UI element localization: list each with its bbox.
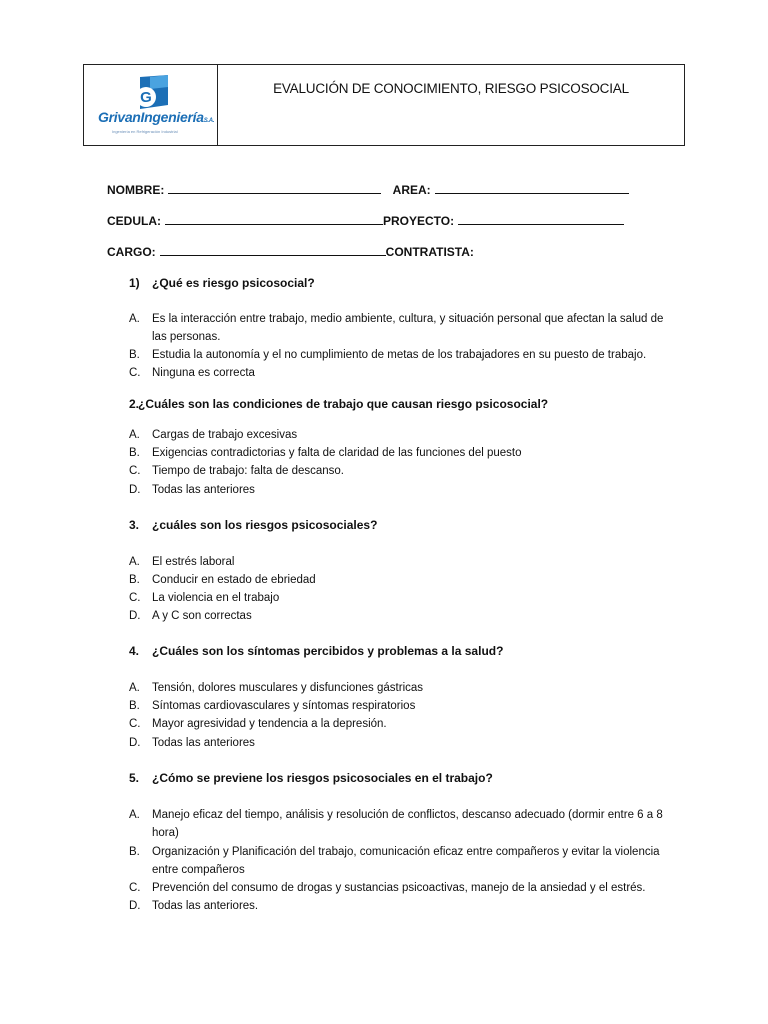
cargo-label: CARGO: xyxy=(107,245,156,259)
field-row-cargo-contratista xyxy=(107,244,474,259)
option-text: Organización y Planificación del trabajo, comunicación eficaz entre compañeros y evitar la violencia entre compañeros xyxy=(152,846,660,876)
option-letter: A. xyxy=(129,809,140,821)
nombre-label: NOMBRE: xyxy=(107,183,165,197)
question-number: 3. xyxy=(129,518,140,532)
option-text: Manejo eficaz del tiempo, análisis y resolución de conflictos, descanso adecuado (dormir entre 6 a 8 hora) xyxy=(152,809,663,839)
logo-name-text: GrivanIngeniería xyxy=(98,109,204,125)
question-text: ¿Qué es riesgo psicosocial? xyxy=(152,276,315,290)
svg-text:G: G xyxy=(140,89,152,106)
option-text: Prevención del consumo de drogas y sustancias psicoactivas, manejo de la ansiedad y el estrés. xyxy=(152,882,646,894)
header-table xyxy=(83,64,685,146)
option-letter: D. xyxy=(129,737,141,749)
cargo-blank[interactable] xyxy=(160,244,386,256)
question-text: ¿Cuáles son las condiciones de trabajo que causan riesgo psicosocial? xyxy=(138,397,549,411)
question-number: 1) xyxy=(129,276,140,290)
document-title: EVALUCIÓN DE CONOCIMIENTO, RIESGO PSICOSOCIAL xyxy=(273,81,629,96)
option-text: Todas las anteriores. xyxy=(152,900,259,912)
option-text: Cargas de trabajo excesivas xyxy=(152,429,298,441)
question-text: ¿cuáles son los riesgos psicosociales? xyxy=(152,518,378,532)
option-letter: A. xyxy=(129,429,140,441)
option-letter: B. xyxy=(129,700,140,712)
option-letter: C. xyxy=(129,882,141,894)
cedula-blank[interactable] xyxy=(165,213,383,225)
logo-wordmark xyxy=(98,109,214,125)
option-text: Es la interacción entre trabajo, medio ambiente, cultura, y situación personal que afectan la salud de las personas. xyxy=(152,313,664,343)
question-number: 4. xyxy=(129,644,140,658)
option-letter: A. xyxy=(129,682,140,694)
question-number: 2. xyxy=(129,397,140,411)
logo-suffix: S.A. xyxy=(203,118,215,124)
option-letter: D. xyxy=(129,610,141,622)
option-text: Tiempo de trabajo: falta de descanso. xyxy=(152,465,344,477)
logo-tagline: Ingeniería en Refrigeración Industrial xyxy=(112,129,178,134)
option-letter: D. xyxy=(129,484,141,496)
option-text: Exigencias contradictorias y falta de claridad de las funciones del puesto xyxy=(152,447,522,459)
option-letter: C. xyxy=(129,367,141,379)
option-text: Ninguna es correcta xyxy=(152,367,255,379)
option-letter: A. xyxy=(129,313,140,325)
option-text: La violencia en el trabajo xyxy=(152,592,280,604)
option-letter: C. xyxy=(129,592,141,604)
field-row-nombre-area xyxy=(107,182,629,197)
option-text: Todas las anteriores xyxy=(152,484,255,496)
option-letter: C. xyxy=(129,718,141,730)
contratista-label: CONTRATISTA: xyxy=(385,245,474,259)
proyecto-blank[interactable] xyxy=(458,213,624,225)
option-letter: A. xyxy=(129,556,140,568)
proyecto-label: PROYECTO: xyxy=(383,214,455,228)
nombre-blank[interactable] xyxy=(168,182,381,194)
option-text: El estrés laboral xyxy=(152,556,235,568)
option-letter: B. xyxy=(129,574,140,586)
cedula-label: CEDULA: xyxy=(107,214,161,228)
option-text: Mayor agresividad y tendencia a la depresión. xyxy=(152,718,387,730)
option-letter: B. xyxy=(129,447,140,459)
option-letter: D. xyxy=(129,900,141,912)
question-5 xyxy=(129,771,493,785)
option-text: Estudia la autonomía y el no cumplimiento de metas de los trabajadores en su puesto de trabajo. xyxy=(152,349,647,361)
question-3 xyxy=(129,518,377,532)
question-1 xyxy=(129,276,315,290)
question-4 xyxy=(129,644,503,658)
question-text: ¿Cómo se previene los riesgos psicosociales en el trabajo? xyxy=(152,771,493,785)
option-text: A y C son correctas xyxy=(152,610,252,622)
option-text: Síntomas cardiovasculares y síntomas respiratorios xyxy=(152,700,416,712)
option-letter: B. xyxy=(129,349,140,361)
title-cell xyxy=(218,65,684,145)
option-letter: C. xyxy=(129,465,141,477)
field-row-cedula-proyecto xyxy=(107,213,624,228)
logo-cell xyxy=(84,65,218,145)
question-2 xyxy=(129,397,548,411)
option-letter: B. xyxy=(129,846,140,858)
option-text: Conducir en estado de ebriedad xyxy=(152,574,316,586)
company-logo-icon xyxy=(132,75,172,111)
area-label: AREA: xyxy=(392,183,431,197)
option-text: Todas las anteriores xyxy=(152,737,255,749)
question-text: ¿Cuáles son los síntomas percibidos y problemas a la salud? xyxy=(152,644,504,658)
question-number: 5. xyxy=(129,771,140,785)
option-text: Tensión, dolores musculares y disfunciones gástricas xyxy=(152,682,424,694)
area-blank[interactable] xyxy=(435,182,629,194)
